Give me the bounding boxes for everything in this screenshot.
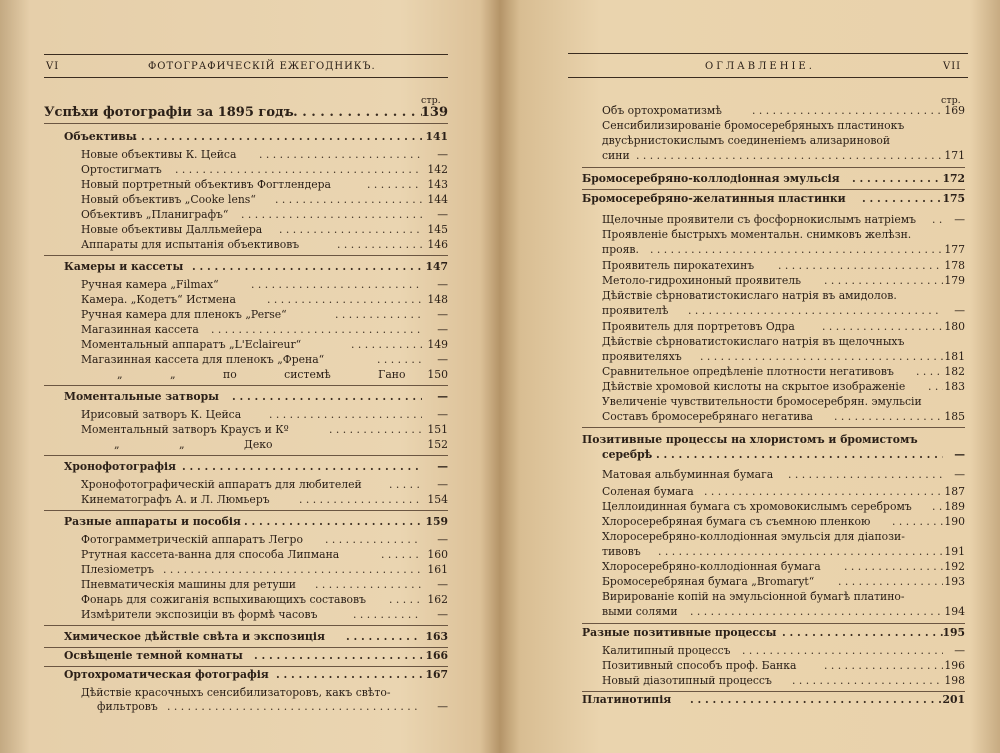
left-running-title: ФОТОГРАФИЧЕСКІЙ ЕЖЕГОДНИКЪ. [148,61,376,72]
section-separator [582,691,965,692]
section-separator [582,189,965,190]
section-separator [44,385,448,386]
section-separator [44,455,448,456]
section-separator [44,255,448,256]
right-page-number: VII [943,61,962,72]
right-page [500,0,1000,753]
page-column-label: стр. [941,95,961,106]
section-separator [582,167,965,168]
section-separator [44,625,448,626]
section-separator [44,123,448,124]
section-separator [44,666,448,667]
left-page-number: VI [46,61,60,72]
right-running-title: ОГЛАВЛЕНІЕ. [705,61,815,72]
header-rule-top [568,53,968,54]
right-toc: Объ ортохроматизмѣ . . . 169 Сенсибилизированіе бромосеребряныхъ пластинокъ двусѣрнистокислымъ соединеніемъ ализариновой сини . . . 171 Бромосеребряно-коллодіонная эмульсія . . . 172 Бромосеребряно-желатинныя пластинки . . . 175 Щелочные проявители съ фосфорнокислымъ натріемъ . . . — Проявленіе быстрыхъ моментальн. снимковъ желѣзн. прояв. . . . 177 Проявитель пирокатехинъ . . . 178 Метоло-гидрохиноный проявитель . . . 179 Дѣйствіе сѣрноватистокислаго натрія въ амидолов. проявителѣ . . . — Проявитель для портретовъ Одра . . . 180 Дѣйствіе сѣрноватистокислаго натрія въ щелочныхъ проявителяхъ . . . 181 Сравнительное опредѣленіе плотности негативовъ . . . 182 Дѣйствіе хромовой кислоты на скрытое изображеніе . . . 183 Увеличеніе чувствительности бромосеребрян. эмульсіи Составъ бромосеребрянаго негатива . . . 185 Позитивные процессы на хлористомъ и бромистомъ серебрѣ . . . — Матовая альбуминная бумага . . . — Соленая бумага . . . 187 Целлоидинная бумага съ хромовокислымъ серебромъ . . . 189 Хлоросеребряная бумага съ съемною пленкою . . . 190 Хлоросеребряно-коллодіонная эмульсія для діапози- тивовъ . . . 191 Хлоросеребряно-коллодіонная бумага . . . 192 Бромосеребряная бумага „Bromaryt“ . . . 193 Вирированіе копій на эмульсіонной бумагѣ платино- выми солями . . . 194 Разные позитивные процессы . . . 195 Калитипный процессъ . . . — Позитивный способъ проф. Банка . . . 196 Новый діазотипный процессъ . . . 198 Платинотипія . . . 201 [582,103,965,723]
header-rule-top [44,54,448,55]
section-separator [582,427,965,428]
section-separator [44,510,448,511]
header-rule-bottom [568,77,968,78]
header-rule-bottom [44,77,448,78]
left-toc: Успѣхи фотографіи за 1895 годъ . . . 139 Объективы . . . 141 Новые объективы К. Цейса . . . — Ортостигматъ . . . 142 Новый портретный объективъ Фогтлендера . . . 143 Новый объективъ „Cooke lens“ . . . 144 Объективъ „Планиграфъ“ . . . — Новые объективы Далльмейера . . . 145 Аппараты для испытанія объективовъ . . . 146 Камеры и кассеты . . . 147 Ручная камера „Filmax“ . . . — Камера. „Кодетъ“ Истмена . . . 148 Ручная камера для пленокъ „Perse“ . . . — Магазинная кассета . . . — Моментальный аппаратъ „L'Eclaireur“ . . . 149 Магазинная кассета для пленокъ „Френа“ . . . — „ „ по системѣ Гано 150 Моментальные затворы . . . — Ирисовый затворъ К. Цейса . . . — Моментальный затворъ Краусъ и Кº . . . 151 „ „ Деко 152 Хронофотографія . . . — Хронофотографическій аппаратъ для любителей . . . — Кинематографъ А. и Л. Люмьеръ . . . 154 Разные аппараты и пособія . . . 159 Фотограмметрическій аппаратъ Легро . . . — Ртутная кассета-ванна для способа Липмана . . . 160 Плезіометръ . . . 161 Пневматическія машины для ретуши . . . — Фонарь для сожиганія вспыхивающихъ составовъ . . . 162 Измѣрители экспозиціи въ формѣ часовъ . . . — Химическое дѣйствіе свѣта и экспозиція . . . 163 Освѣщеніе темной комнаты . . . 166 Ортохроматическая фотографія . . . 167 Дѣйствіе красочныхъ сенсибилизаторовъ, какъ свѣто- фильтровъ . . . — [44,103,448,723]
section-separator [44,647,448,648]
page-column-label: стр. [421,95,441,106]
section-separator [582,623,965,624]
